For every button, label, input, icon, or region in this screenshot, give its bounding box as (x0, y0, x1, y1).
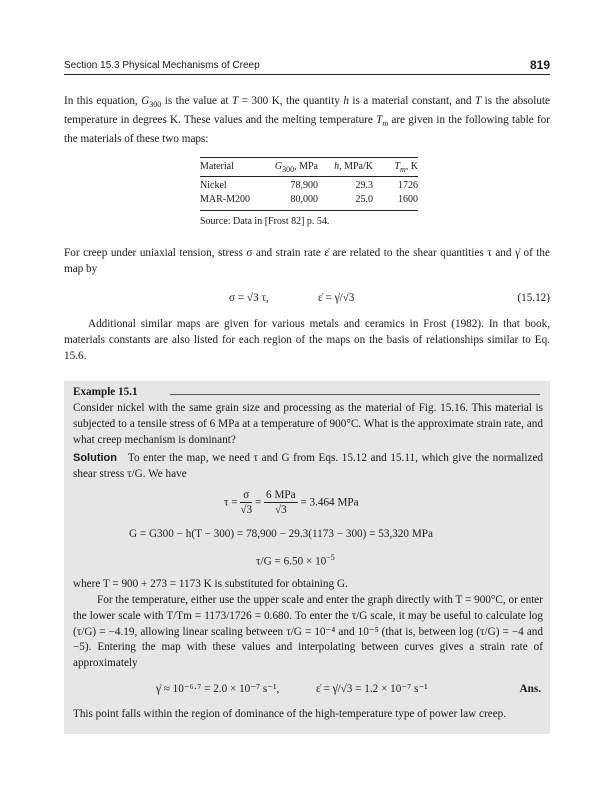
temperature-paragraph: For the temperature, either use the upper scale and enter the graph directly with T = 900°C, or enter the lower scale with T/Tm = 1173/1726 = 0.680. To enter the τ/G scale, it may be useful to calculate log (τ/G) = −4.19, allowing linear scaling between τ/G = 10⁻⁴ and 10⁻⁵ (that is, between log (τ/G) = −4 and −5). Entering the map with these values and interpolating between curves gives a strain rate of approximately (73, 594, 543, 670)
additional-paragraph: Additional similar maps are given for various metals and ceramics in Frost (1982). In that book, materials constants are also listed for each region of the maps on the basis of relationships similar to Eq. 15.6. (64, 318, 550, 362)
header-rule (64, 74, 550, 75)
answer-label: Ans. (519, 683, 541, 695)
table-header: $T_m$, K (394, 161, 418, 174)
table-header: Material (200, 161, 234, 172)
running-header (64, 57, 550, 73)
example-problem: Consider nickel with the same grain size and processing as the material of Fig. 15.16. This material is subjected to a tensile stress of 6 MPa at a temperature of 900°C. What is the approximate strain rate, and what creep mechanism is dominant? (73, 402, 543, 446)
creep-paragraph: For creep under uniaxial tension, stress σ and strain rate ε̇ are related to the shear quantities τ and γ̇ of the map by (64, 247, 550, 275)
materials-table (200, 157, 418, 227)
table-header: $G_{300}$, MPa (274, 161, 318, 174)
table-row: Nickel 78,900 29.3 1726 (200, 180, 418, 191)
table-row: MAR-M200 80,000 25.0 1600 (200, 194, 418, 205)
example-title-rule (170, 394, 540, 395)
example-solution: Solution To enter the map, we need τ and G from Eqs. 15.12 and 15.11, which give the normalized shear stress τ/G. We have (73, 452, 543, 480)
equation-number: (15.12) (517, 292, 550, 304)
example-title: Example 15.1 (73, 386, 138, 398)
example-box (64, 381, 550, 734)
tau-equation: τ = $\frac{\sigma}{√3}$ = $\frac{\text{6 MPa}}{√3}$ = 3.464 MPa (224, 489, 359, 516)
where-text: where T = 900 + 273 = 1173 K is substituted for obtaining G. (73, 578, 348, 590)
g-equation: G = G300 − h(T − 300) = 78,900 − 29.3(1173 − 300) = 53,320 MPa (129, 528, 433, 540)
strain-rate-left: γ̇ ≈ 10⁻⁶·⁷ = 2.0 × 10⁻⁷ s⁻¹, (156, 683, 280, 695)
strain-rate-right: ε̇ = γ̇/√3 = 1.2 × 10⁻⁷ s⁻¹ (316, 683, 428, 695)
ratio-equation: $\tau/G = 6.50 \times 10^{-5}$ (256, 553, 335, 568)
table-header-row (200, 160, 418, 174)
conclusion-text: This point falls within the region of dominance of the high-temperature type of power law creep. (73, 708, 507, 720)
intro-paragraph: In this equation, $G_{300}$ is the value at T = 300 K, the quantity h is a material constant, and T is the absolute temperature in degrees K. These values and the melting temperature $T_m$ are given in the following table for the materials of these two maps: (64, 95, 551, 146)
equation-15-12-right: ε̇ = γ̇/√3 (318, 292, 355, 304)
table-header: h, MPa/K (334, 161, 373, 172)
table-source: Source: Data in [Frost 82] p. 54. (200, 216, 330, 227)
section-title: Section 15.3 Physical Mechanisms of Creep (64, 60, 260, 71)
equation-15-12-left: σ = √3 τ, (229, 292, 269, 304)
page-number: 819 (529, 58, 550, 72)
